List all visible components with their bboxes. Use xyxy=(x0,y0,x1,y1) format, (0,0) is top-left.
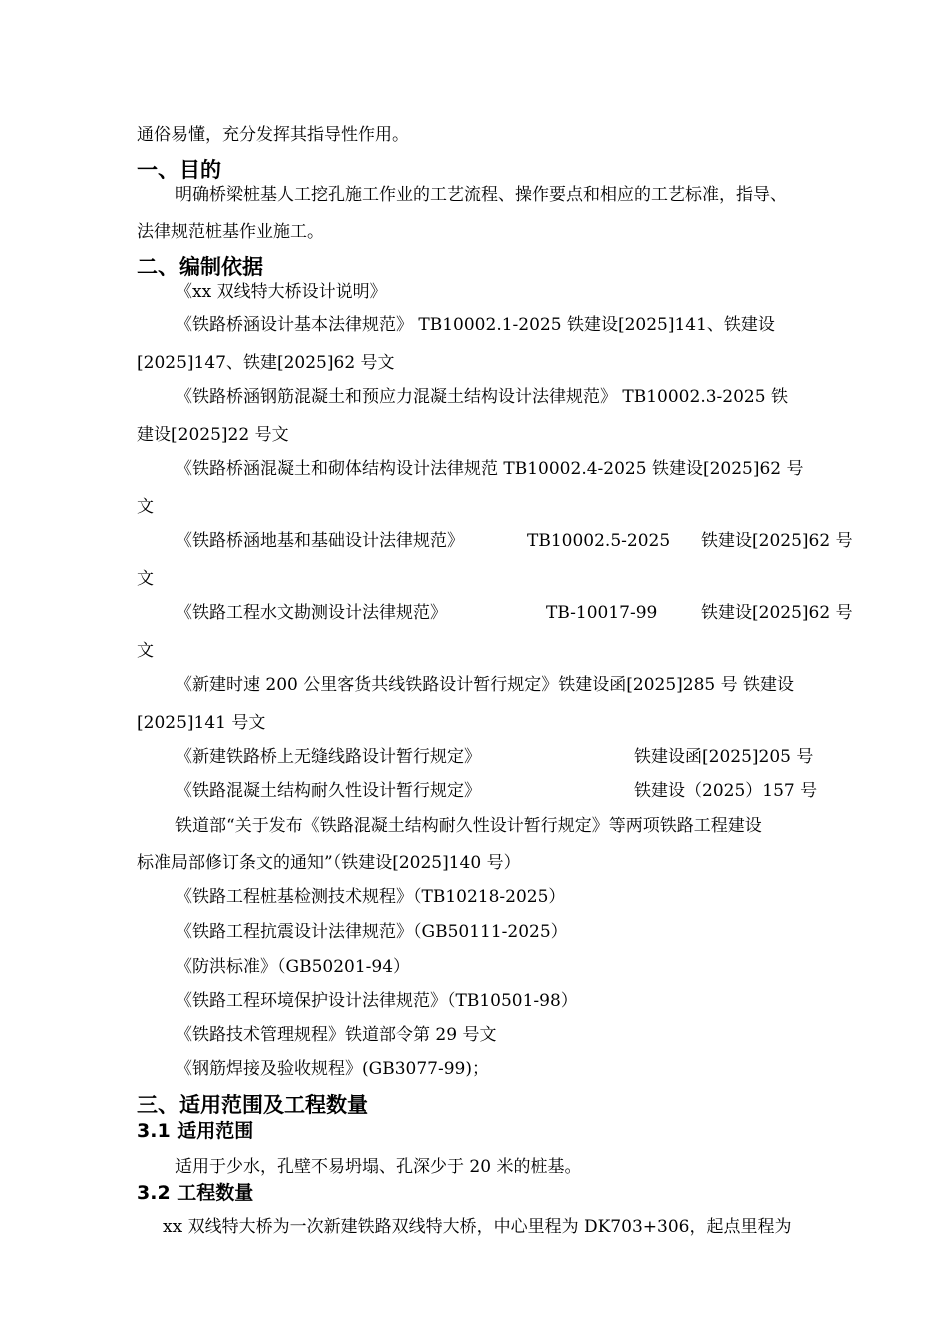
reference-5-code: TB10002.5-2025 xyxy=(527,531,671,551)
reference-10-line2: 标准局部修订条文的通知”（铁建设[2025]140 号） xyxy=(137,853,521,873)
reference-8-title: 《新建铁路桥上无缝线路设计暂行规定》 xyxy=(175,747,481,767)
subsection-3-1-heading: 3.1 适用范围 xyxy=(137,1120,254,1142)
subsection-3-2-text: xx 双线特大桥为一次新建铁路双线特大桥，中心里程为 DK703+306，起点里程为 xyxy=(163,1217,792,1237)
section-1-paragraph-line1: 明确桥梁桩基人工挖孔施工作业的工艺流程、操作要点和相应的工艺标准，指导、 xyxy=(175,185,787,205)
reference-2-line1: 《铁路桥涵设计基本法律规范》 TB10002.1-2025 铁建设[2025]141、铁建设 xyxy=(175,315,775,335)
reference-7-line1: 《新建时速 200 公里客货共线铁路设计暂行规定》铁建设函[2025]285 号 铁建设 xyxy=(175,675,795,695)
reference-6-title: 《铁路工程水文勘测设计法律规范》 xyxy=(175,603,447,623)
reference-15: 《铁路技术管理规程》铁道部令第 29 号文 xyxy=(175,1025,497,1045)
reference-12: 《铁路工程抗震设计法律规范》（GB50111-2025） xyxy=(175,922,568,942)
reference-2-line2: [2025]147、铁建[2025]62 号文 xyxy=(137,353,395,373)
reference-3-line2: 建设[2025]22 号文 xyxy=(137,425,289,445)
reference-9-doc: 铁建设（2025）157 号 xyxy=(634,781,818,801)
reference-6-code: TB-10017-99 xyxy=(546,603,658,623)
reference-5-doc: 铁建设[2025]62 号 xyxy=(701,531,853,551)
reference-14: 《铁路工程环境保护设计法律规范》（TB10501-98） xyxy=(175,991,578,1011)
reference-5-title: 《铁路桥涵地基和基础设计法律规范》 xyxy=(175,531,464,551)
reference-1: 《xx 双线特大桥设计说明》 xyxy=(175,282,387,302)
section-3-heading: 三、适用范围及工程数量 xyxy=(137,1093,368,1117)
reference-7-line2: [2025]141 号文 xyxy=(137,713,266,733)
reference-6-doc: 铁建设[2025]62 号 xyxy=(701,603,853,623)
subsection-3-2-heading: 3.2 工程数量 xyxy=(137,1182,254,1204)
reference-11: 《铁路工程桩基检测技术规程》（TB10218-2025） xyxy=(175,887,566,907)
reference-3-line1: 《铁路桥涵钢筋混凝土和预应力混凝土结构设计法律规范》 TB10002.3-2025 铁 xyxy=(175,387,788,407)
section-2-heading: 二、编制依据 xyxy=(137,255,263,279)
section-1-heading: 一、目的 xyxy=(137,158,221,182)
reference-13: 《防洪标准》（GB50201-94） xyxy=(175,957,411,977)
reference-4-line2: 文 xyxy=(137,497,154,517)
reference-8-doc: 铁建设函[2025]205 号 xyxy=(634,747,814,767)
reference-6-line2: 文 xyxy=(137,641,154,661)
section-1-paragraph-line2: 法律规范桩基作业施工。 xyxy=(137,222,324,242)
reference-5-line2: 文 xyxy=(137,569,154,589)
reference-9-title: 《铁路混凝土结构耐久性设计暂行规定》 xyxy=(175,781,481,801)
subsection-3-1-text: 适用于少水，孔壁不易坍塌、孔深少于 20 米的桩基。 xyxy=(175,1157,582,1177)
reference-16: 《钢筋焊接及验收规程》(GB3077-99)； xyxy=(175,1059,489,1079)
reference-10-line1: 铁道部“关于发布《铁路混凝土结构耐久性设计暂行规定》等两项铁路工程建设 xyxy=(175,816,762,836)
reference-4-line1: 《铁路桥涵混凝土和砌体结构设计法律规范 TB10002.4-2025 铁建设[2025]62 号 xyxy=(175,459,804,479)
intro-tail-text: 通俗易懂，充分发挥其指导性作用。 xyxy=(137,125,409,145)
